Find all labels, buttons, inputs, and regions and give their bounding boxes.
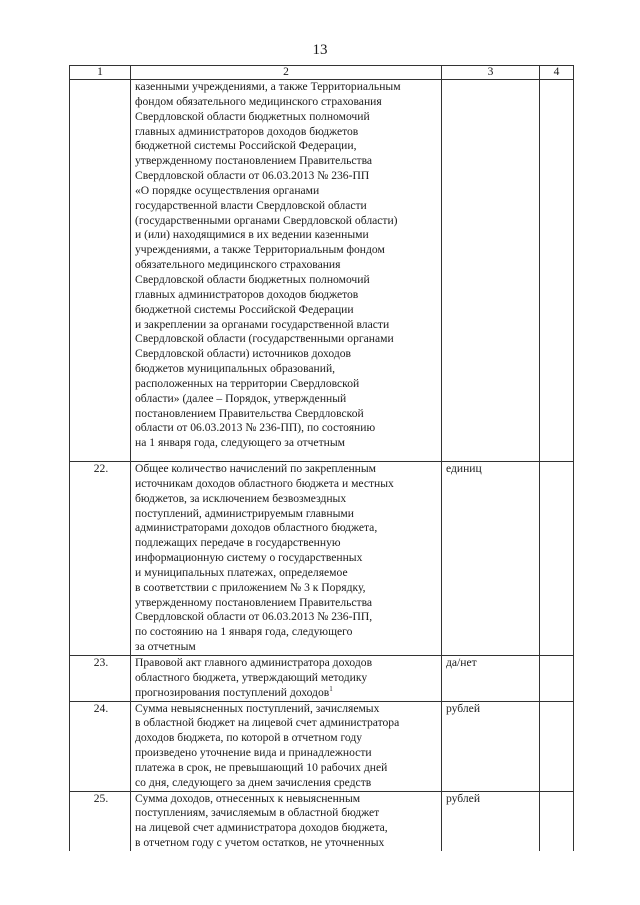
text-line: бюджетной системы Российской Федерации [135, 302, 354, 316]
indicator-value [540, 462, 574, 656]
text-line: в отчетном году с учетом остатков, не уточненных [135, 836, 385, 850]
indicator-table [69, 65, 574, 851]
indicator-name [131, 656, 442, 702]
unit-of-measure: рублей [442, 701, 540, 791]
text-line: утвержденному постановлением Правительства [135, 595, 373, 609]
indicator-name [131, 80, 442, 462]
text-line: бюджетной системы Российской Федерации, [135, 139, 357, 153]
table-row [70, 656, 574, 702]
text-line: на 1 января года, следующего за отчетным [135, 436, 345, 450]
column-header-value: 4 [540, 66, 574, 80]
indicator-value [540, 80, 574, 462]
text-line: Правовой акт главного администратора доходов [135, 656, 373, 669]
text-line: «О порядке осуществления органами [135, 183, 320, 197]
unit-of-measure: рублей [442, 791, 540, 851]
text-line: области от 06.03.2013 № 236-ПП), по состоянию [135, 421, 376, 435]
indicator-name [131, 791, 442, 851]
table-row [70, 791, 574, 851]
unit-of-measure: да/нет [442, 656, 540, 702]
text-line: Общее количество начислений по закрепленным [135, 462, 377, 475]
text-line: главных администраторов доходов бюджетов [135, 287, 359, 301]
table-row [70, 80, 574, 462]
text-line: в областной бюджет на лицевой счет администратора [135, 716, 400, 730]
text-line: источникам доходов областного бюджета и местных [135, 476, 394, 490]
indicator-name [131, 701, 442, 791]
indicator-value [540, 656, 574, 702]
column-header-name: 2 [131, 66, 442, 80]
page-number: 13 [312, 42, 328, 58]
row-number: 22. [70, 462, 131, 656]
indicator-name [131, 462, 442, 656]
text-line: и муниципальных платежах, определяемое [135, 565, 348, 579]
footnote-marker: 1 [329, 685, 333, 693]
text-line: Свердловской области от 06.03.2013 № 236-ПП, [135, 610, 373, 624]
text-line: областного бюджета, утверждающий методику [135, 670, 368, 684]
text-line: области» (далее – Порядок, утвержденный [135, 391, 347, 405]
text-line: Свердловской области бюджетных полномочий [135, 272, 370, 286]
text-line: государственной власти Свердловской области [135, 198, 367, 212]
table-row [70, 701, 574, 791]
text-line: прогнозирования поступлений доходов$^1$ [135, 685, 333, 699]
text-line: и (или) находящимися в их ведении казенными [135, 228, 369, 242]
text-line: на лицевой счет администратора доходов бюджета, [135, 821, 388, 835]
text-line: по состоянию на 1 января года, следующего [135, 625, 353, 639]
table-row [70, 462, 574, 656]
text-line: расположенных на территории Свердловской [135, 376, 360, 390]
text-line: и закреплении за органами государственной власти [135, 317, 390, 331]
text-line: постановлением Правительства Свердловской [135, 406, 364, 420]
text-line: обязательного медицинского страхования [135, 258, 341, 272]
text-line: информационную систему о государственных [135, 551, 363, 565]
text-line: подлежащих передаче в государственную [135, 536, 341, 550]
text-line: Сумма доходов, отнесенных к невыясненным [135, 791, 361, 805]
row-number: 24. [70, 701, 131, 791]
text-line: за отчетным [135, 640, 196, 654]
indicator-value [540, 701, 574, 791]
text-line: Свердловской области (государственными органами [135, 332, 394, 346]
text-line: произведено уточнение вида и принадлежности [135, 746, 372, 760]
table-header-row [70, 66, 574, 80]
text-line: (государственными органами Свердловской области) [135, 213, 398, 227]
unit-of-measure [442, 80, 540, 462]
column-header-unit: 3 [442, 66, 540, 80]
text-line: утвержденному постановлением Правительства [135, 154, 373, 168]
row-number [70, 80, 131, 462]
indicator-value [540, 791, 574, 851]
text-line: главных администраторов доходов бюджетов [135, 124, 359, 138]
column-header-number: 1 [70, 66, 131, 80]
text-line: казенными учреждениями, а также Территориальным [135, 80, 401, 93]
text-line: в соответствии с приложением № 3 к Порядку, [135, 580, 366, 594]
row-number: 25. [70, 791, 131, 851]
text-line: платежа в срок, не превышающий 10 рабочих дней [135, 760, 388, 774]
text-line: со дня, следующего за днем зачисления средств [135, 775, 372, 789]
text-line: фондом обязательного медицинского страхования [135, 94, 382, 108]
text-line: Свердловской области бюджетных полномочий [135, 109, 370, 123]
text-line: администраторами доходов областного бюджета, [135, 521, 378, 535]
text-line: учреждениями, а также Территориальным фондом [135, 243, 385, 257]
text-line: бюджетов муниципальных образований, [135, 362, 336, 376]
text-line: Свердловской области) источников доходов [135, 347, 352, 361]
row-number: 23. [70, 656, 131, 702]
text-line: поступлениям, зачисляемым в областной бюджет [135, 806, 380, 820]
text-line: бюджетов, за исключением безвозмездных [135, 491, 347, 505]
text-line: Сумма невыясненных поступлений, зачисляемых [135, 701, 380, 715]
text-line: Свердловской области от 06.03.2013 № 236-ПП [135, 169, 370, 183]
text-line: доходов бюджета, по которой в отчетном году [135, 731, 363, 745]
text-line: поступлений, администрируемым главными [135, 506, 354, 520]
unit-of-measure: единиц [442, 462, 540, 656]
